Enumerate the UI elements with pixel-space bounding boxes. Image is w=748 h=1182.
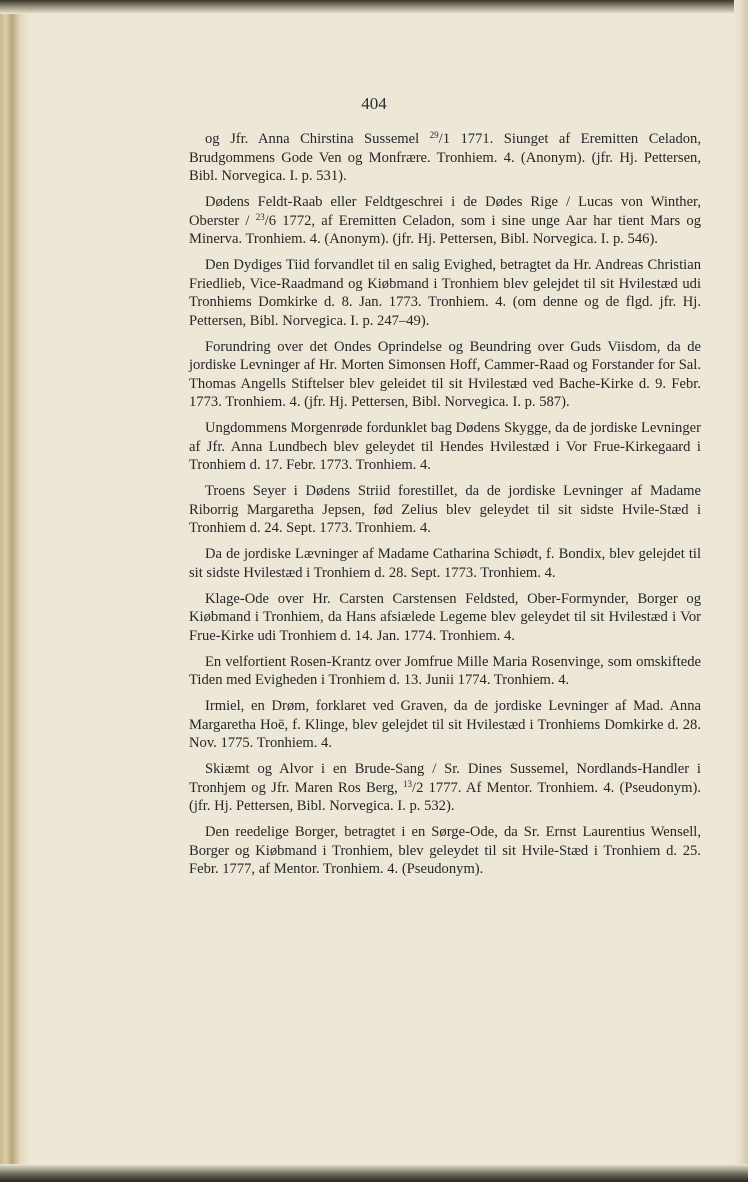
bibliography-entry: Klage-Ode over Hr. Carsten Carstensen Feldsted, Ober-Formynder, Borger og Kiøbmand i Tronhiem, da Hans afsiælede Legeme blev geleydet til sit Hvilestæd i Vor Frue-Kirke udi Tronhiem d. 14. Jan. 1774. Tronhiem. 4. [189,590,701,644]
bibliography-entry: Irmiel, en Drøm, forklaret ved Graven, da de jordiske Levninger af Mad. Anna Margaretha Hoē, f. Klinge, blev gelejdet til sit Hvilestæd i Tronhiems Domkirke d. 28. Nov. 1775. Tronhiem. 4. [189,698,701,751]
bibliography-entry: Troens Seyer i Dødens Striid forestillet, da de jordiske Levninger af Madame Riborrig Margaretha Jepsen, fød Zelius blev geleydet til sit sidste Hvile-Stæd i Tronhiem d. 24. Sept. 1773. Tronhiem. 4. [189,483,701,536]
bibliography-entry: Den Dydiges Tiid forvandlet til en salig Evighed, betragtet da Hr. Andreas Christian Friedlieb, Vice-Raadmand og Kiøbmand i Tronhiem blev gelejdet til sit Hvilestæd udi Tronhiems Domkirke d. 8. Jan. 1773. Tronhiem. 4. (om denne og de flgd. jfr. Hj. Pettersen, Bibl. Norvegica. I. p. 247–49). [189,257,701,329]
page-number: 404 [361,94,387,113]
bibliography-entry: Ungdommens Morgenrøde fordunklet bag Dødens Skygge, da de jordiske Levninger af Jfr. Anna Lundbech blev geleydet til Hendes Hvilestæd i Vor Frue-Kirkegaard i Tronhiem d. 17. Febr. 1773. Tronhiem. 4. [189,420,701,473]
bibliography-entry: En velfortient Rosen-Krantz over Jomfrue Mille Maria Rosenvinge, som omskiftede Tiden med Evigheden i Tronhiem d. 13. Junii 1774. Tronhiem. 4. [189,653,701,688]
bibliography-entry: Dødens Feldt-Raab eller Feldtgeschrei i de Dødes Rige / Lucas von Winther, Oberster / $^{23}$/6 1772, af Eremitten Celadon, som i sine unge Aar har tient Mars og Minerva. Tronhiem. 4. (Anonym). (jfr. Hj. Pettersen, Bibl. Norvegica. I. p. 546). [189,194,701,247]
book-spine-shadow [0,0,30,1182]
top-edge-shadow [0,0,748,14]
bibliography-entry: og Jfr. Anna Chirstina Sussemel $^{29}$/1 1771. Siunget af Eremitten Celadon, Brudgommens Gode Ven og Monfrære. Tronhiem. 4. (Anonym). (jfr. Hj. Pettersen, Bibl. Norvegica. I. p. 531). [189,130,701,184]
bibliography-entry: Den reedelige Borger, betragtet i en Sørge-Ode, da Sr. Ernst Laurentius Wensell, Borger og Kiøbmand i Tronhiem, blev geleydet til sit Hvile-Stæd i Tronhiem d. 25. Febr. 1777, af Mentor. Tronhiem. 4. (Pseudonym). [189,824,701,877]
page-edge [734,0,748,1182]
bibliography-entry: Da de jordiske Lævninger af Madame Catharina Schiødt, f. Bondix, blev gelejdet til sit sidste Hvilestæd i Tronhiem d. 28. Sept. 1773. Tronhiem. 4. [189,546,701,581]
bottom-edge-shadow [0,1164,748,1182]
bibliography-entry: Forundring over det Ondes Oprindelse og Beundring over Guds Viisdom, da de jordiske Levninger af Hr. Morten Simonsen Hoff, Cammer-Raad og Forstander for Sal. Thomas Angells Stiftelser blev geleidet til sit Hvilestæd ved Bache-Kirke d. 9. Febr. 1773. Tronhiem. 4. (jfr. Hj. Pettersen, Bibl. Norvegica. I. p. 587). [189,338,701,410]
bibliography-text [189,130,701,886]
bibliography-entry: Skiæmt og Alvor i en Brude-Sang / Sr. Dines Sussemel, Nordlands-Handler i Tronhjem og Jfr. Maren Ros Berg, $^{13}$/2 1777. Af Mentor. Tronhiem. 4. (Pseudonym). (jfr. Hj. Pettersen, Bibl. Norvegica. I. p. 532). [189,761,702,814]
